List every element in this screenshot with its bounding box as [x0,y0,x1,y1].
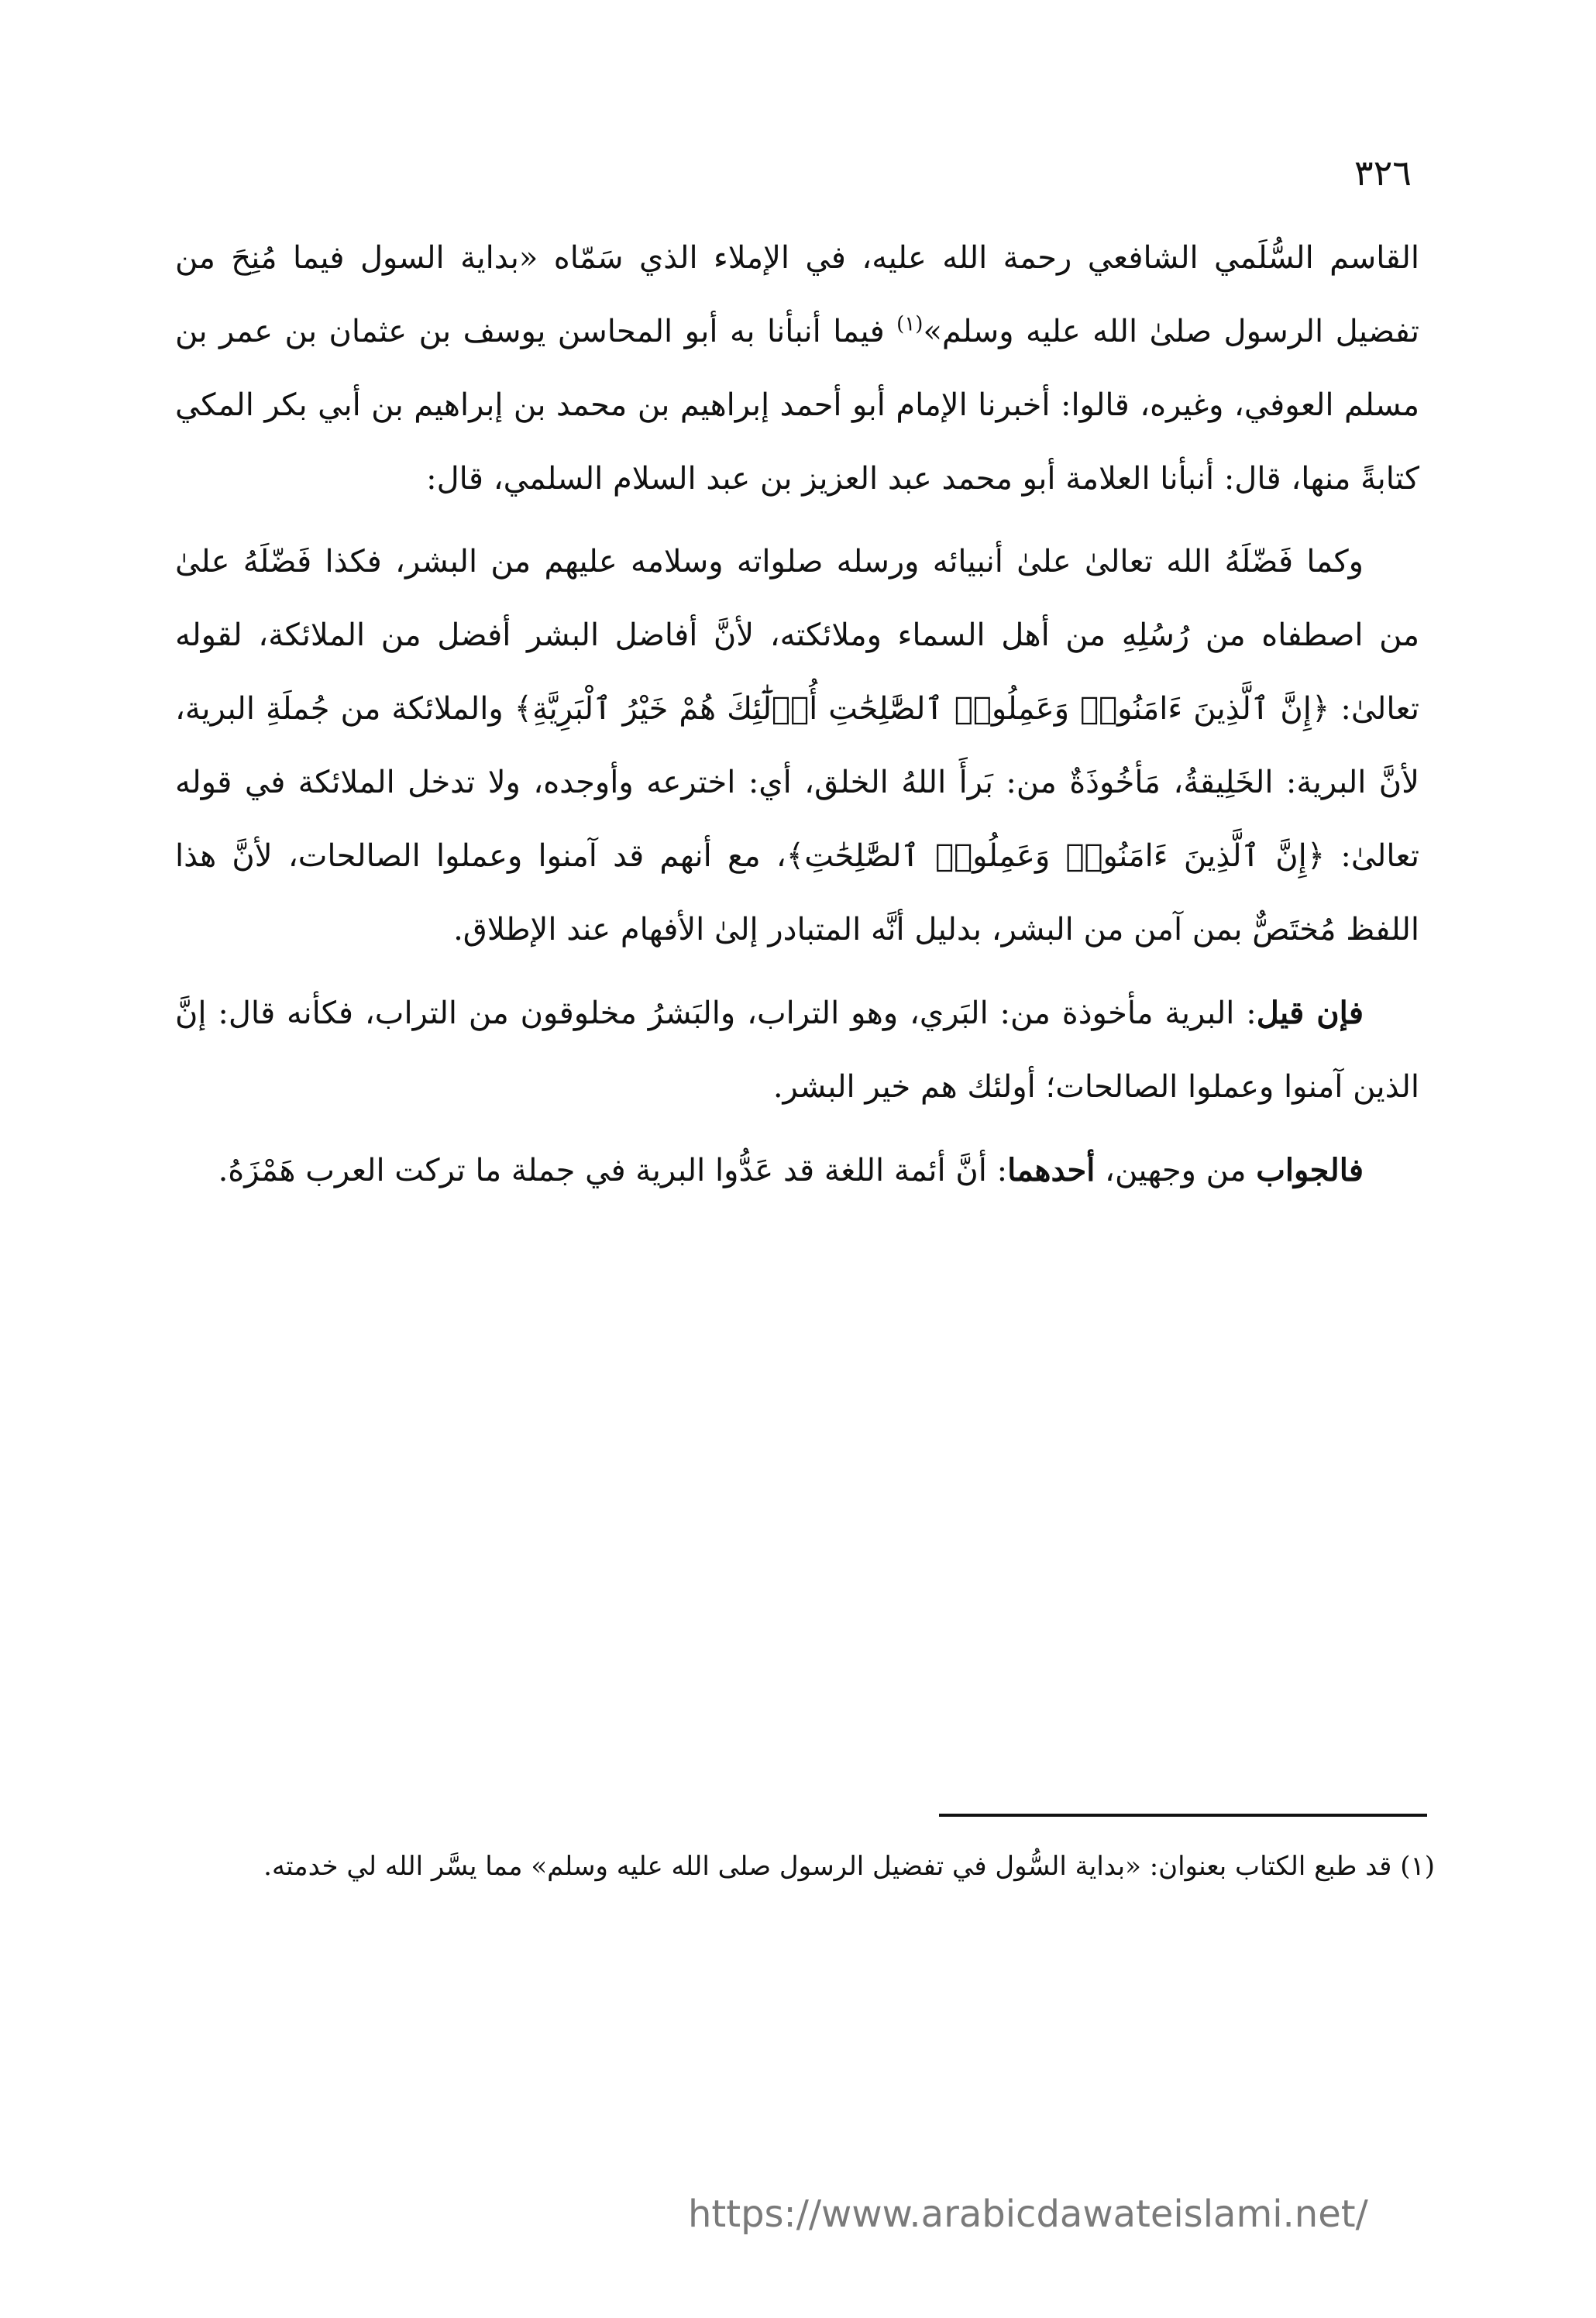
paragraph-1-text: القاسم السُّلَمي الشافعي رحمة الله عليه، في الإملاء الذي سَمّاه «بداية السول فيما مُنِحَ من تفضيل الرسول صلىٰ الله عليه وسلم» [175,240,1419,349]
paragraph-4-mid: من وجهين، [1095,1153,1257,1188]
paragraph-3-text: : البرية مأخوذة من: البَري، وهو التراب، والبَشرُ مخلوقون من التراب، فكأنه قال: إنَّ الذين آمنوا وعملوا الصالحات؛ أولئك هم خير البشر. [175,996,1419,1105]
paragraph-1-text-tail: فيما أنبأنا به أبو المحاسن يوسف بن عثمان بن عمر بن مسلم العوفي، وغيره، قالوا: أخبرنا الإمام أبو أحمد إبراهيم بن محمد بن إبراهيم بن أبي بكر المكي كتابةً منها، قال: أنبأنا العلامة أبو محمد عبد العزيز بن عبد السلام السلمي، قال: [175,314,1419,497]
footnote-divider [939,1814,1427,1817]
paragraph-3 [175,976,1419,1124]
paragraph-4-text: : أنَّ أئمة اللغة قد عَدُّوا البرية في جملة ما تركت العرب هَمْزَهُ. [218,1153,1008,1188]
watermark-url: https://www.arabicdawateislami.net/ [688,2192,1368,2236]
footnote: (١) قد طبع الكتاب بعنوان: «بداية السُّول في تفضيل الرسول صلى الله عليه وسلم» مما يسَّر الله لي خدمته. [263,1851,1435,1882]
main-text [175,222,1419,1208]
paragraph-4-lead-2: أحدهما [1007,1152,1096,1188]
footnote-reference: (١) [896,312,924,336]
paragraph-4-lead: فالجواب [1256,1152,1364,1188]
paragraph-2: وكما فَضّلَهُ الله تعالىٰ علىٰ أنبيائه ورسله صلواته وسلامه عليهم من البشر، فكذا فَضّلَهُ علىٰ من اصطفاه من رُسُلِهِ من أهل السماء وملائكته، لأنَّ أفاضل البشر أفضل من الملائكة، لقوله تعالىٰ: ﴿إِنَّ ٱلَّذِينَ ءَامَنُوا۟ وَعَمِلُوا۟ ٱلصَّٰلِحَٰتِ أُو۟لَٰٓئِكَ هُمْ خَيْرُ ٱلْبَرِيَّةِ﴾ والملائكة من جُملَةِ البرية، لأنَّ البرية: الخَلِيقةُ، مَأخُوذَةٌ من: بَرأَ اللهُ الخلق، أي: اخترعه وأوجده، ولا تدخل الملائكة في قوله تعالىٰ: ﴿إِنَّ ٱلَّذِينَ ءَامَنُوا۟ وَعَمِلُوا۟ ٱلصَّٰلِحَٰتِ﴾، مع أنهم قد آمنوا وعملوا الصالحات، لأنَّ هذا اللفظ مُختَصٌّ بمن آمن من البشر، بدليل أنَّه المتبادر إلىٰ الأفهام عند الإطلاق. [175,544,1419,947]
paragraph-3-lead: فإن قيل [1256,995,1364,1031]
paragraph-1 [175,222,1419,516]
paragraph-4 [175,1133,1419,1208]
page-number: ٣٢٦ [1354,152,1412,194]
